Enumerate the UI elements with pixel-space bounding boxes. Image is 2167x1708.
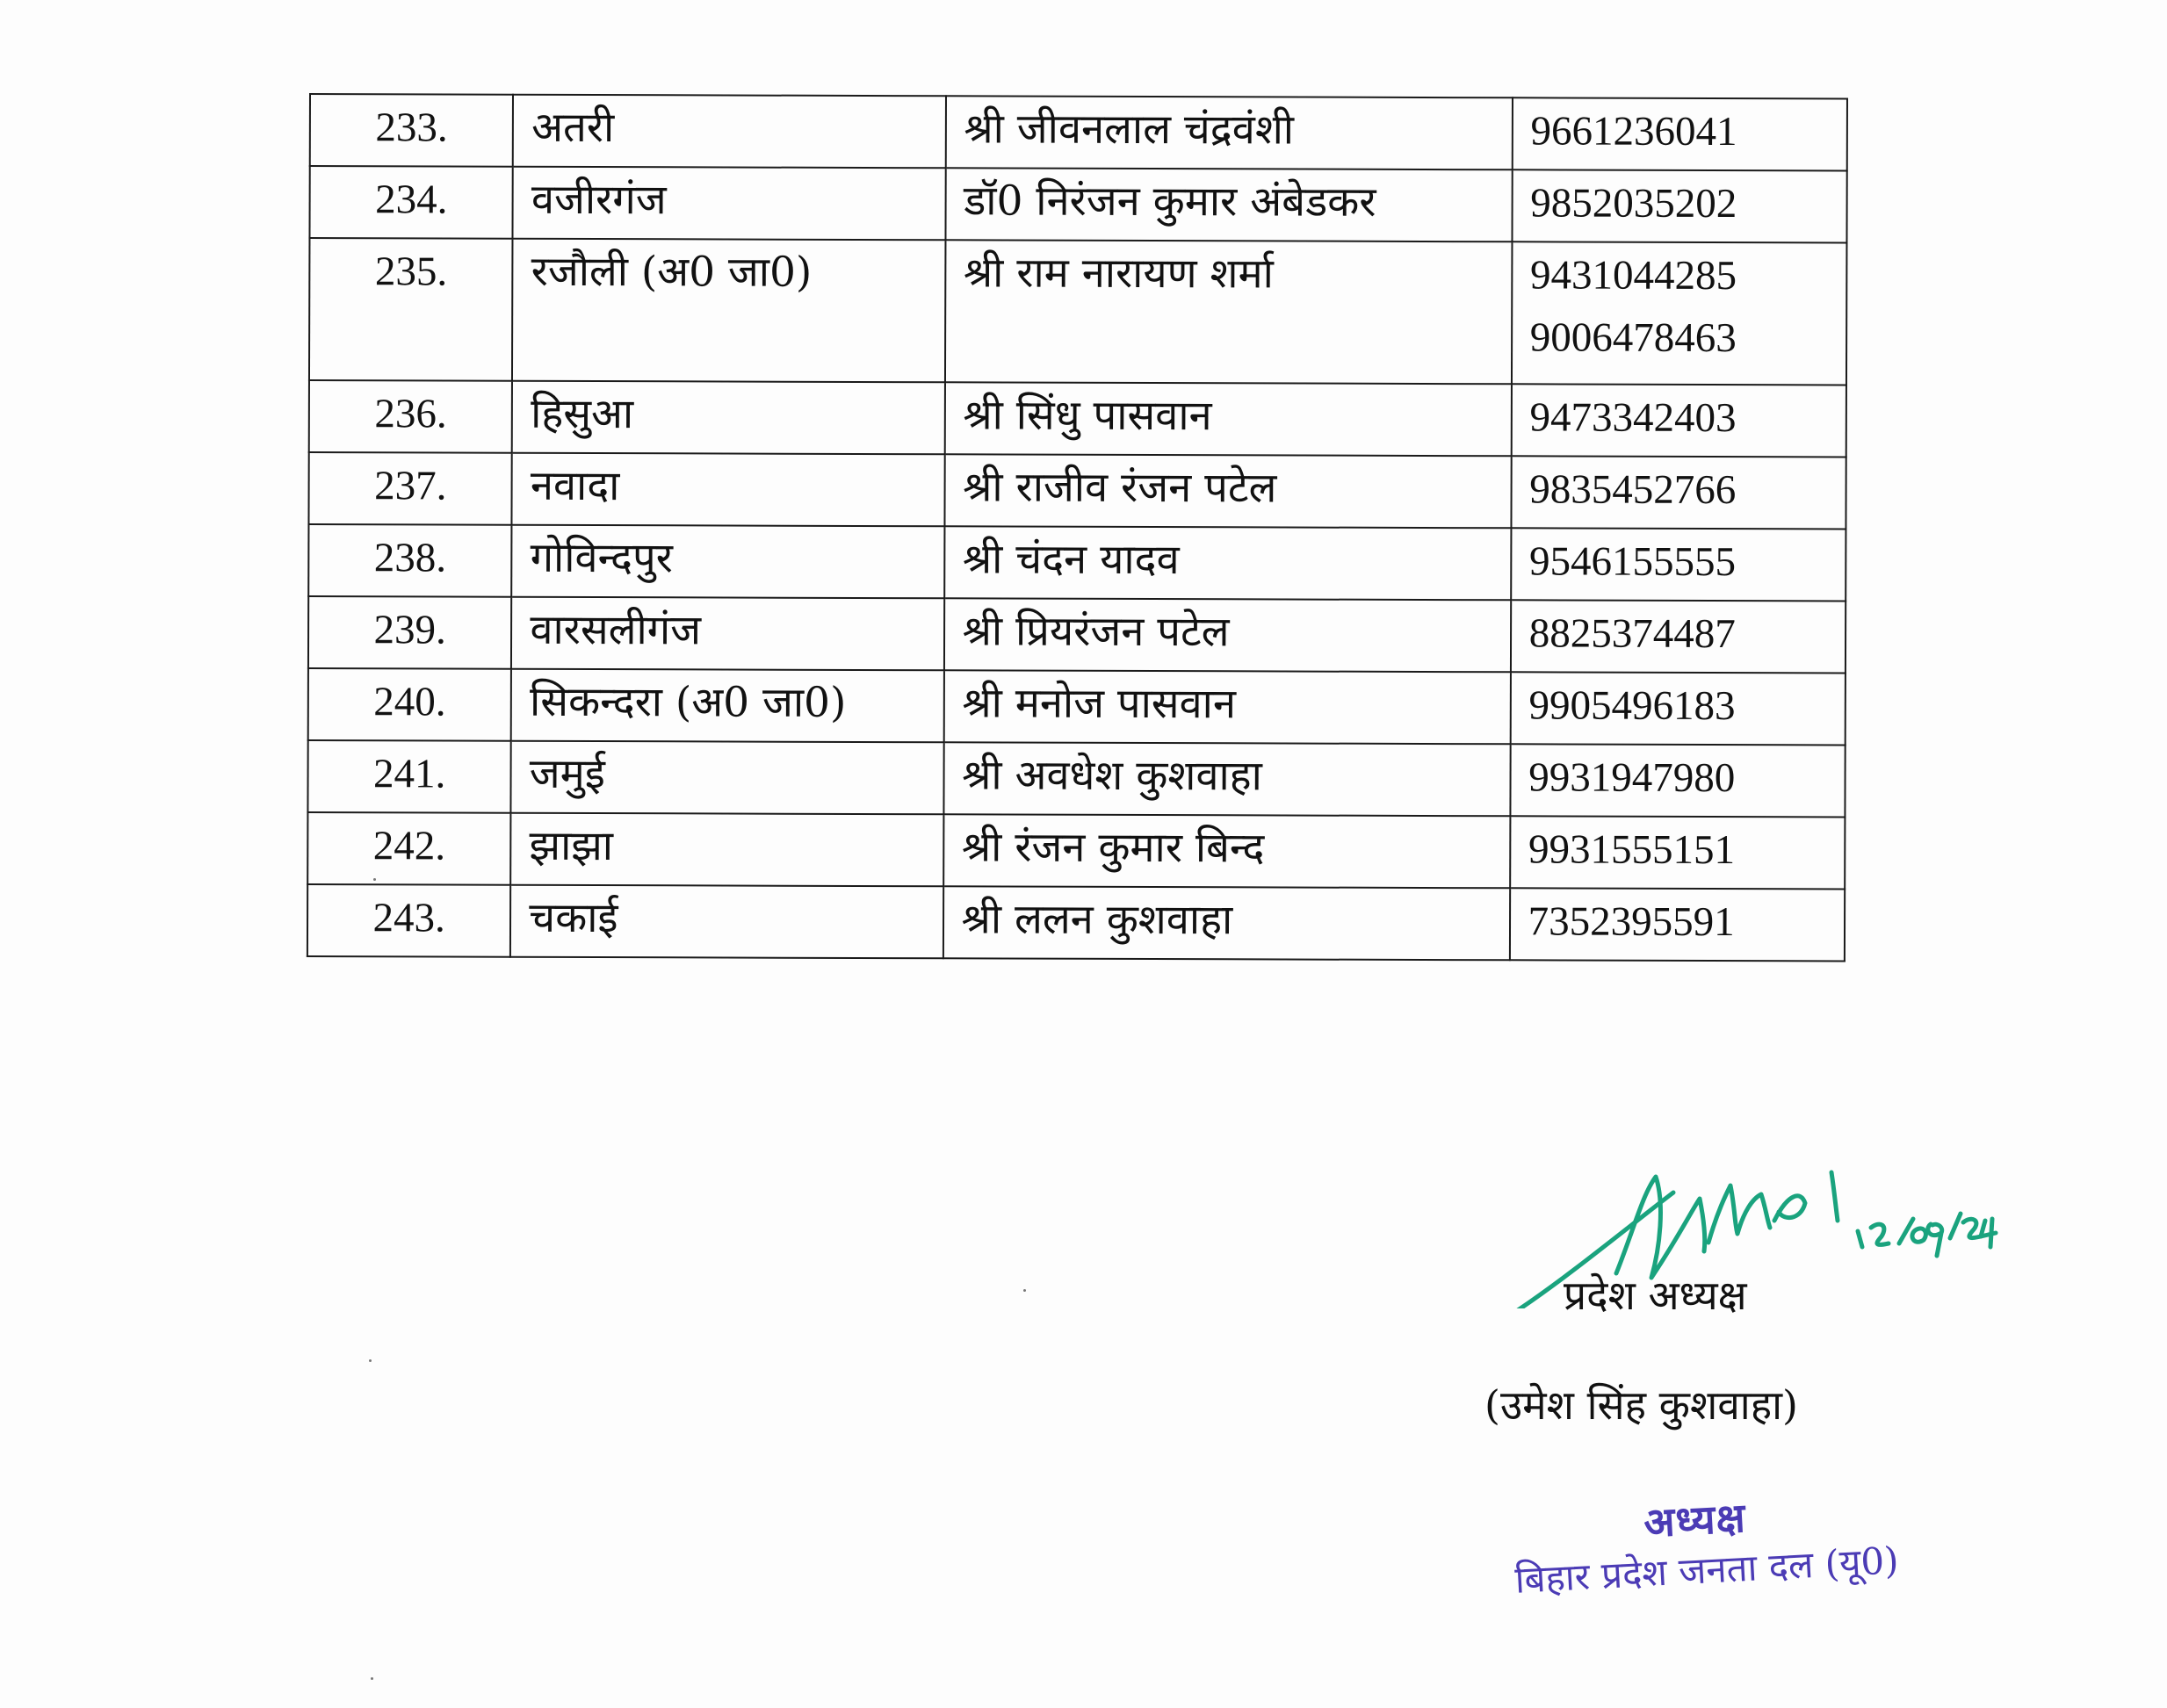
phone-cell	[1510, 816, 1846, 889]
phone-cell	[1510, 888, 1846, 961]
candidate-name: श्री चंदन यादव	[944, 526, 1511, 600]
constituency-name: चकाई	[510, 885, 943, 959]
phone-cell	[1512, 241, 1847, 385]
table-row	[309, 380, 1846, 457]
table-row	[308, 524, 1846, 601]
candidate-table	[307, 93, 1848, 962]
serial-number: 243.	[307, 884, 511, 957]
candidate-name: श्री अवधेश कुशवाहा	[943, 742, 1510, 816]
scan-speck	[369, 1359, 372, 1362]
constituency-name: गोविन्दपुर	[511, 525, 944, 599]
candidate-name: श्री सिंधु पासवान	[944, 382, 1511, 456]
phone-number: 9431044285	[1529, 252, 1737, 299]
constituency-name: वजीरगंज	[513, 167, 946, 241]
scan-speck	[371, 1677, 373, 1680]
serial-number: 233.	[310, 94, 514, 167]
constituency-name: जमुई	[511, 741, 944, 815]
phone-number: 9835452766	[1529, 466, 1737, 514]
phone-cell	[1511, 528, 1846, 601]
phone-cell	[1511, 384, 1846, 457]
constituency-name: वारसलीगंज	[511, 597, 944, 671]
phone-number: 9931947980	[1528, 754, 1736, 802]
candidate-table-body	[307, 94, 1847, 961]
scan-speck	[1023, 1289, 1026, 1292]
serial-number: 235.	[309, 238, 513, 381]
serial-number: 239.	[308, 596, 512, 669]
table-row	[308, 452, 1846, 529]
serial-number: 241.	[307, 740, 511, 813]
constituency-name: हिसुआ	[512, 381, 945, 455]
phone-number: 9931555151	[1528, 826, 1736, 874]
table-row	[308, 596, 1846, 673]
phone-number: 9546155555	[1528, 538, 1737, 586]
official-stamp	[1511, 1477, 1992, 1651]
stamp-organization: बिहार प्रदेश जनता दल (यू0)	[1513, 1539, 1900, 1602]
serial-number: 236.	[309, 380, 513, 453]
phone-number: 8825374487	[1528, 610, 1736, 658]
serial-number: 242.	[307, 812, 511, 885]
phone-cell	[1512, 169, 1847, 242]
phone-number: 9661236041	[1530, 108, 1737, 155]
table-row	[309, 238, 1847, 385]
phone-cell	[1511, 456, 1846, 529]
candidate-name: डॉ0 निरंजन कुमार अंबेडकर	[945, 168, 1512, 241]
candidate-name: श्री ललन कुशवाहा	[943, 886, 1509, 960]
table-row	[310, 94, 1847, 170]
phone-cell	[1510, 672, 1846, 745]
president-name: (उमेश सिंह कुशवाहा)	[1484, 1381, 1799, 1429]
serial-number: 238.	[308, 524, 512, 597]
table-row	[308, 668, 1846, 745]
candidate-name: श्री जीवनलाल चंद्रवंशी	[945, 96, 1512, 169]
phone-cell	[1511, 600, 1846, 673]
serial-number: 240.	[308, 668, 512, 741]
candidate-name: श्री राजीव रंजन पटेल	[944, 454, 1511, 528]
table-row	[309, 166, 1846, 242]
constituency-name: रजौली (अ0 जा0)	[512, 239, 945, 383]
constituency-name: सिकन्दरा (अ0 जा0)	[511, 669, 944, 743]
candidate-name: श्री रंजन कुमार बिन्द	[943, 814, 1510, 888]
constituency-name: नवादा	[512, 453, 945, 527]
candidate-name: श्री मनोज पासवान	[943, 670, 1510, 744]
phone-number: 9852035202	[1530, 180, 1737, 227]
stamp-title: अध्यक्ष	[1643, 1494, 1747, 1547]
phone-number-secondary: 9006478463	[1529, 314, 1737, 362]
serial-number: 237.	[308, 452, 512, 525]
phone-number: 7352395591	[1528, 898, 1735, 946]
constituency-name: अतरी	[513, 95, 946, 169]
scan-speck	[373, 878, 376, 881]
phone-number: 9905496183	[1528, 682, 1736, 730]
candidate-name: श्री राम नारायण शर्मा	[945, 240, 1513, 384]
table-row	[307, 884, 1845, 961]
constituency-name: झाझा	[510, 813, 943, 887]
designation: प्रदेश अध्यक्ष	[1564, 1272, 1747, 1319]
phone-cell	[1510, 744, 1846, 817]
phone-number: 9473342403	[1529, 394, 1737, 442]
candidate-name: श्री प्रियरंजन पटेल	[944, 598, 1511, 672]
serial-number: 234.	[309, 166, 513, 239]
table-row	[307, 740, 1845, 817]
table-row	[307, 812, 1845, 889]
phone-cell	[1512, 97, 1847, 170]
